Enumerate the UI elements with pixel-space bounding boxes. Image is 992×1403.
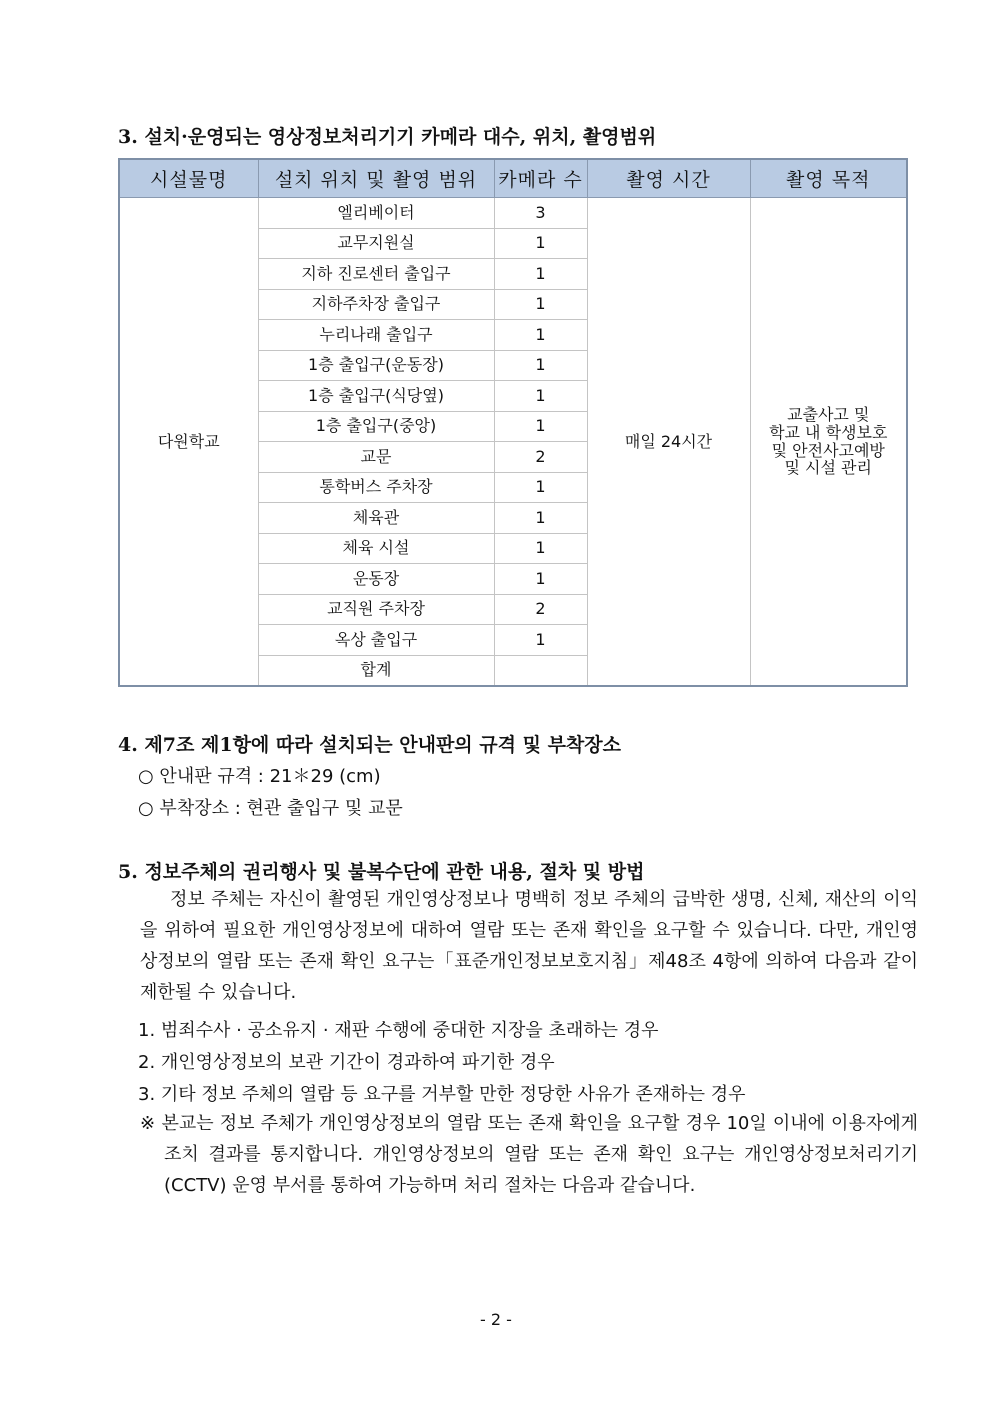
- count-cell: 1: [494, 381, 587, 412]
- header-camera-count: 카메라 수: [494, 159, 587, 198]
- page-number: - 2 -: [480, 1310, 512, 1329]
- location-cell: 체육 시설: [258, 533, 494, 564]
- location-cell: 누리나래 출입구: [258, 320, 494, 351]
- facility-cell: 다원학교: [119, 198, 258, 687]
- sign-size-item: ○ 안내판 규격 : 21＊29 (cm): [138, 766, 381, 787]
- rights-paragraph: 정보 주체는 자신이 촬영된 개인영상정보나 명백히 정보 주체의 급박한 생명, 신체, 재산의 이익을 위하여 필요한 개인영상정보에 대하여 열람 또는 존재 확인을 요구할 수 있습니다. 다만, 개인영상정보의 열람 또는 존재 확인 요구는「표준개인정보보호지침」제48조 4항에 의하여 다음과 같이 제한될 수 있습니다.: [140, 889, 918, 1003]
- count-cell: 2: [494, 594, 587, 625]
- procedure-note: ※ 본교는 정보 주체가 개인영상정보의 열람 또는 존재 확인을 요구할 경우 10일 이내에 이용자에게 조치 결과를 통지합니다. 개인영상정보의 열람 또는 존재 확인 요구는 개인영상정보처리기기(CCTV) 운영 부서를 통하여 가능하며 처리 절차는 다음과 같습니다.: [140, 1113, 918, 1196]
- count-cell: 1: [494, 472, 587, 503]
- location-cell: 지하주차장 출입구: [258, 289, 494, 320]
- header-location: 설치 위치 및 촬영 범위: [258, 159, 494, 198]
- restriction-item-1: 1. 범죄수사 · 공소유지 · 재판 수행에 중대한 지장을 초래하는 경우: [138, 1020, 659, 1041]
- purpose-cell: [750, 198, 907, 687]
- purpose-line: 및 시설 관리: [784, 458, 872, 478]
- section3-heading: 3. 설치·운영되는 영상정보처리기기 카메라 대수, 위치, 촬영범위: [118, 126, 657, 148]
- location-cell: 옥상 출입구: [258, 625, 494, 656]
- location-cell: 체육관: [258, 503, 494, 534]
- purpose-line: 교출사고 및: [787, 405, 870, 425]
- location-cell: 교직원 주차장: [258, 594, 494, 625]
- location-cell: 지하 진로센터 출입구: [258, 259, 494, 290]
- count-cell: 1: [494, 625, 587, 656]
- purpose-line: 및 안전사고예방: [771, 440, 885, 460]
- count-cell: 2: [494, 442, 587, 473]
- header-facility: 시설물명: [119, 159, 258, 198]
- location-cell: 교무지원실: [258, 228, 494, 259]
- restriction-item-2: 2. 개인영상정보의 보관 기간이 경과하여 파기한 경우: [138, 1052, 555, 1073]
- count-cell: 3: [494, 198, 587, 229]
- time-cell: 매일 24시간: [587, 198, 750, 687]
- location-cell: 1층 출입구(식당옆): [258, 381, 494, 412]
- count-cell: 1: [494, 503, 587, 534]
- restriction-item-3: 3. 기타 정보 주체의 열람 등 요구를 거부할 만한 정당한 사유가 존재하는 경우: [138, 1084, 746, 1105]
- count-cell: 1: [494, 533, 587, 564]
- location-cell: 엘리베이터: [258, 198, 494, 229]
- header-purpose: 촬영 목적: [750, 159, 907, 198]
- section5-heading: 5. 정보주체의 권리행사 및 불복수단에 관한 내용, 절차 및 방법: [118, 861, 645, 883]
- total-count-cell: [494, 655, 587, 686]
- purpose-line: 학교 내 학생보호: [769, 422, 888, 442]
- count-cell: 1: [494, 320, 587, 351]
- table-header-row: [119, 159, 907, 198]
- sign-location-item: ○ 부착장소 : 현관 출입구 및 교문: [138, 798, 403, 819]
- count-cell: 1: [494, 411, 587, 442]
- cctv-table: [118, 158, 908, 687]
- location-cell: 1층 출입구(운동장): [258, 350, 494, 381]
- total-label-cell: 합계: [258, 655, 494, 686]
- location-cell: 운동장: [258, 564, 494, 595]
- table-row: [119, 198, 907, 229]
- count-cell: 1: [494, 289, 587, 320]
- location-cell: 1층 출입구(중앙): [258, 411, 494, 442]
- count-cell: 1: [494, 228, 587, 259]
- count-cell: 1: [494, 564, 587, 595]
- location-cell: 교문: [258, 442, 494, 473]
- location-cell: 통학버스 주차장: [258, 472, 494, 503]
- section4-heading: 4. 제7조 제1항에 따라 설치되는 안내판의 규격 및 부착장소: [118, 734, 621, 756]
- count-cell: 1: [494, 259, 587, 290]
- header-time: 촬영 시간: [587, 159, 750, 198]
- count-cell: 1: [494, 350, 587, 381]
